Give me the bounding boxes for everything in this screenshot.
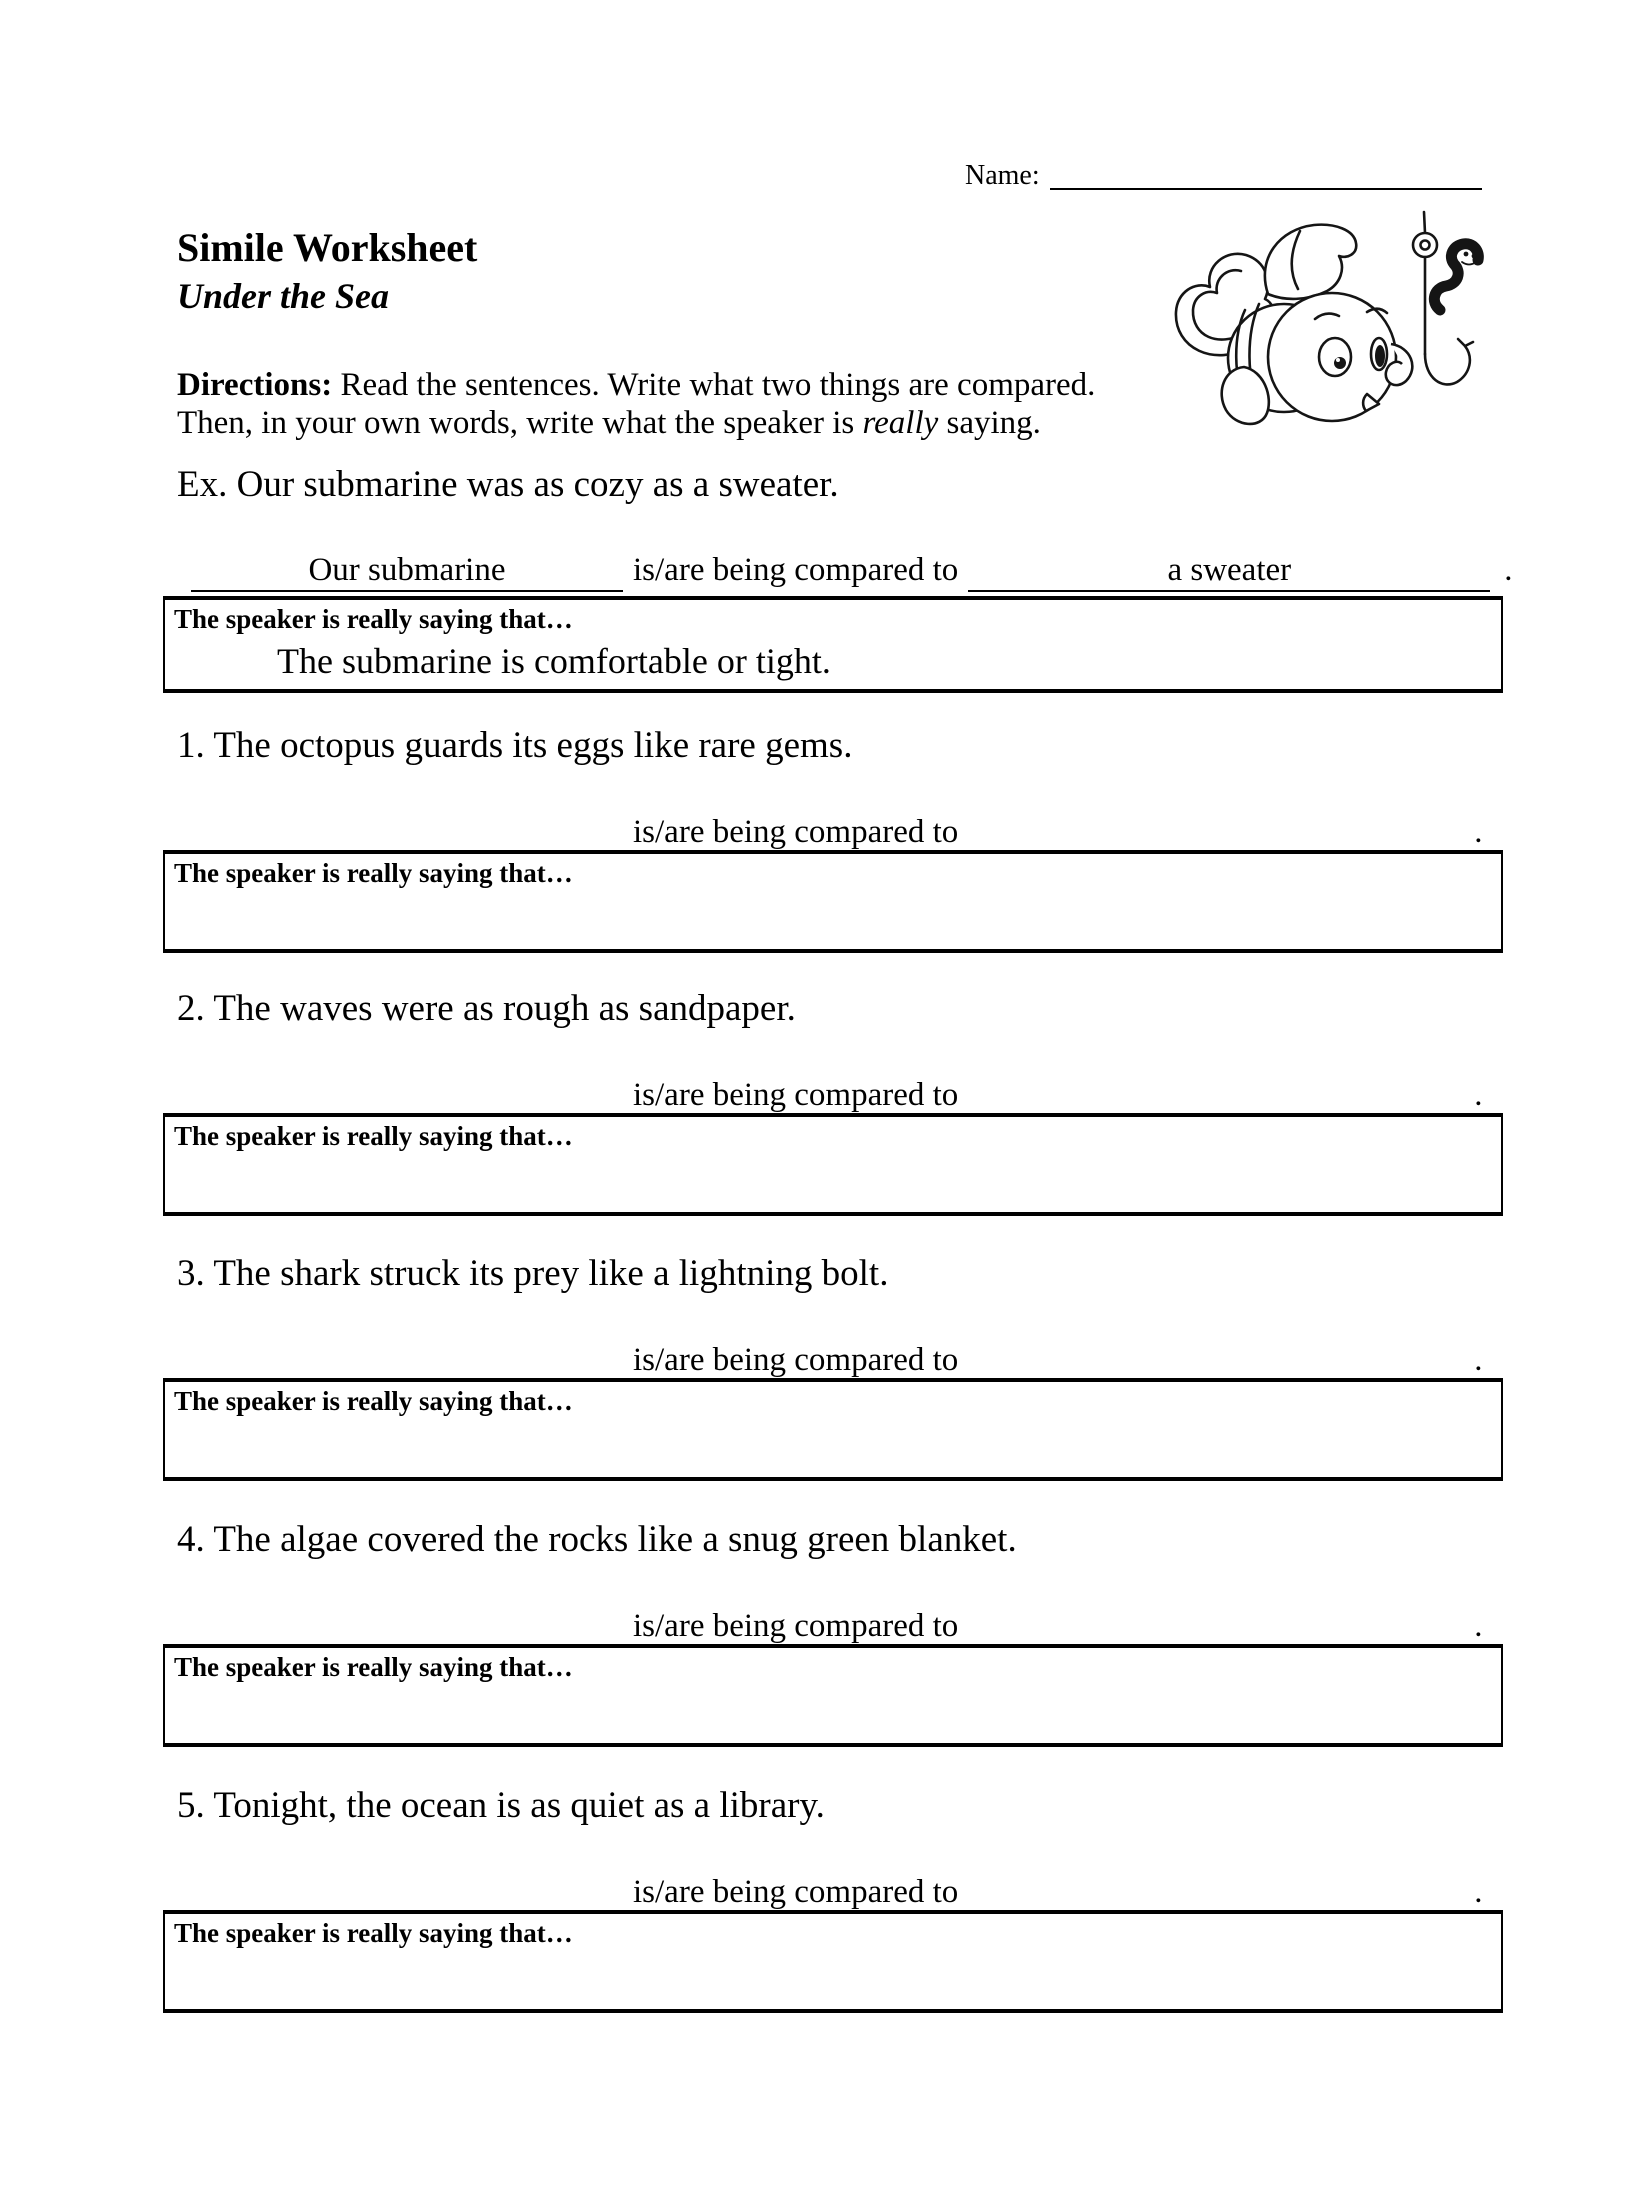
question-sentence: 1. The octopus guards its eggs like rare gems. [177, 725, 853, 766]
name-label: Name: [965, 160, 1040, 191]
question-answer-row [191, 1870, 1483, 1914]
question-sentence: 5. Tonight, the ocean is as quiet as a library. [177, 1785, 825, 1826]
sentence-end-period: . [1474, 1874, 1483, 1910]
directions-line-1: Directions: Read the sentences. Write what two things are compared. [177, 367, 1096, 403]
question-sentence: 4. The algae covered the rocks like a snug green blanket. [177, 1519, 1017, 1560]
compare-phrase: is/are being compared to [633, 1874, 959, 1910]
compared-blank-1[interactable] [191, 1606, 623, 1648]
question-sentence: 3. The shark struck its prey like a lightning bolt. [177, 1253, 889, 1294]
example-compared-blank-2[interactable]: a sweater [968, 550, 1490, 592]
example-compared-blank-1[interactable]: Our submarine [191, 550, 623, 592]
question-block-4 [174, 1519, 1517, 1682]
compared-blank-1[interactable] [191, 812, 623, 854]
example-speaker-answer: The submarine is comfortable or tight. [277, 641, 831, 681]
hook-and-worm-drawing [1413, 212, 1478, 384]
page-title: Simile Worksheet [177, 225, 478, 270]
sentence-end-period: . [1474, 1342, 1483, 1378]
clownfish-drawing [1176, 225, 1412, 424]
compared-blank-2[interactable] [968, 1606, 1460, 1648]
question-block-3 [174, 1253, 1517, 1416]
speaker-box[interactable] [163, 1644, 1503, 1747]
compare-phrase: is/are being compared to [633, 1077, 959, 1113]
speaker-box-header: The speaker is really saying that… [174, 1121, 573, 1151]
speaker-box-header: The speaker is really saying that… [174, 604, 573, 634]
compared-blank-1[interactable] [191, 1340, 623, 1382]
speaker-box[interactable] [163, 1113, 1503, 1216]
compared-blank-1[interactable] [191, 1872, 623, 1914]
speaker-box[interactable] [163, 850, 1503, 953]
speaker-box-header: The speaker is really saying that… [174, 1386, 573, 1416]
speaker-box-header: The speaker is really saying that… [174, 1918, 573, 1948]
title-block [177, 226, 477, 316]
directions-label: Directions: [177, 367, 333, 403]
directions-line-2: Then, in your own words, write what the speaker is really saying. [177, 405, 1041, 441]
compared-blank-2[interactable] [968, 1872, 1460, 1914]
example-block [174, 464, 1517, 681]
compared-blank-1[interactable] [191, 1075, 623, 1117]
question-answer-row [191, 1338, 1483, 1382]
compare-phrase: is/are being compared to [633, 814, 959, 850]
question-block-5 [174, 1785, 1517, 1948]
question-answer-row [191, 810, 1483, 854]
sentence-end-period: . [1474, 1608, 1483, 1644]
name-fill-line[interactable] [1050, 158, 1482, 190]
name-row [965, 158, 1482, 192]
example-sentence: Ex. Our submarine was as cozy as a sweater. [177, 464, 839, 505]
speaker-box[interactable] [163, 1378, 1503, 1481]
directions-emphasis: really [862, 405, 939, 441]
speaker-box[interactable] [163, 1910, 1503, 2013]
compared-blank-2[interactable] [968, 1075, 1460, 1117]
speaker-box-header: The speaker is really saying that… [174, 1652, 573, 1682]
compare-phrase: is/are being compared to [633, 1608, 959, 1644]
compared-blank-2[interactable] [968, 1340, 1460, 1382]
compare-phrase: is/are being compared to [633, 1342, 959, 1378]
directions [177, 366, 1177, 442]
compare-phrase: is/are being compared to [633, 552, 959, 588]
question-block-1 [174, 725, 1517, 888]
example-speaker-box[interactable] [163, 596, 1503, 693]
speaker-box-header: The speaker is really saying that… [174, 858, 573, 888]
worksheet-illustration [1148, 198, 1540, 472]
sentence-end-period: . [1474, 814, 1483, 850]
sentence-end-period: . [1504, 552, 1513, 588]
question-sentence: 2. The waves were as rough as sandpaper. [177, 988, 796, 1029]
example-answer-row [191, 548, 1513, 592]
question-answer-row [191, 1604, 1483, 1648]
page-subtitle: Under the Sea [177, 276, 390, 316]
compared-blank-2[interactable] [968, 812, 1460, 854]
question-answer-row [191, 1073, 1483, 1117]
sentence-end-period: . [1474, 1077, 1483, 1113]
question-block-2 [174, 988, 1517, 1151]
